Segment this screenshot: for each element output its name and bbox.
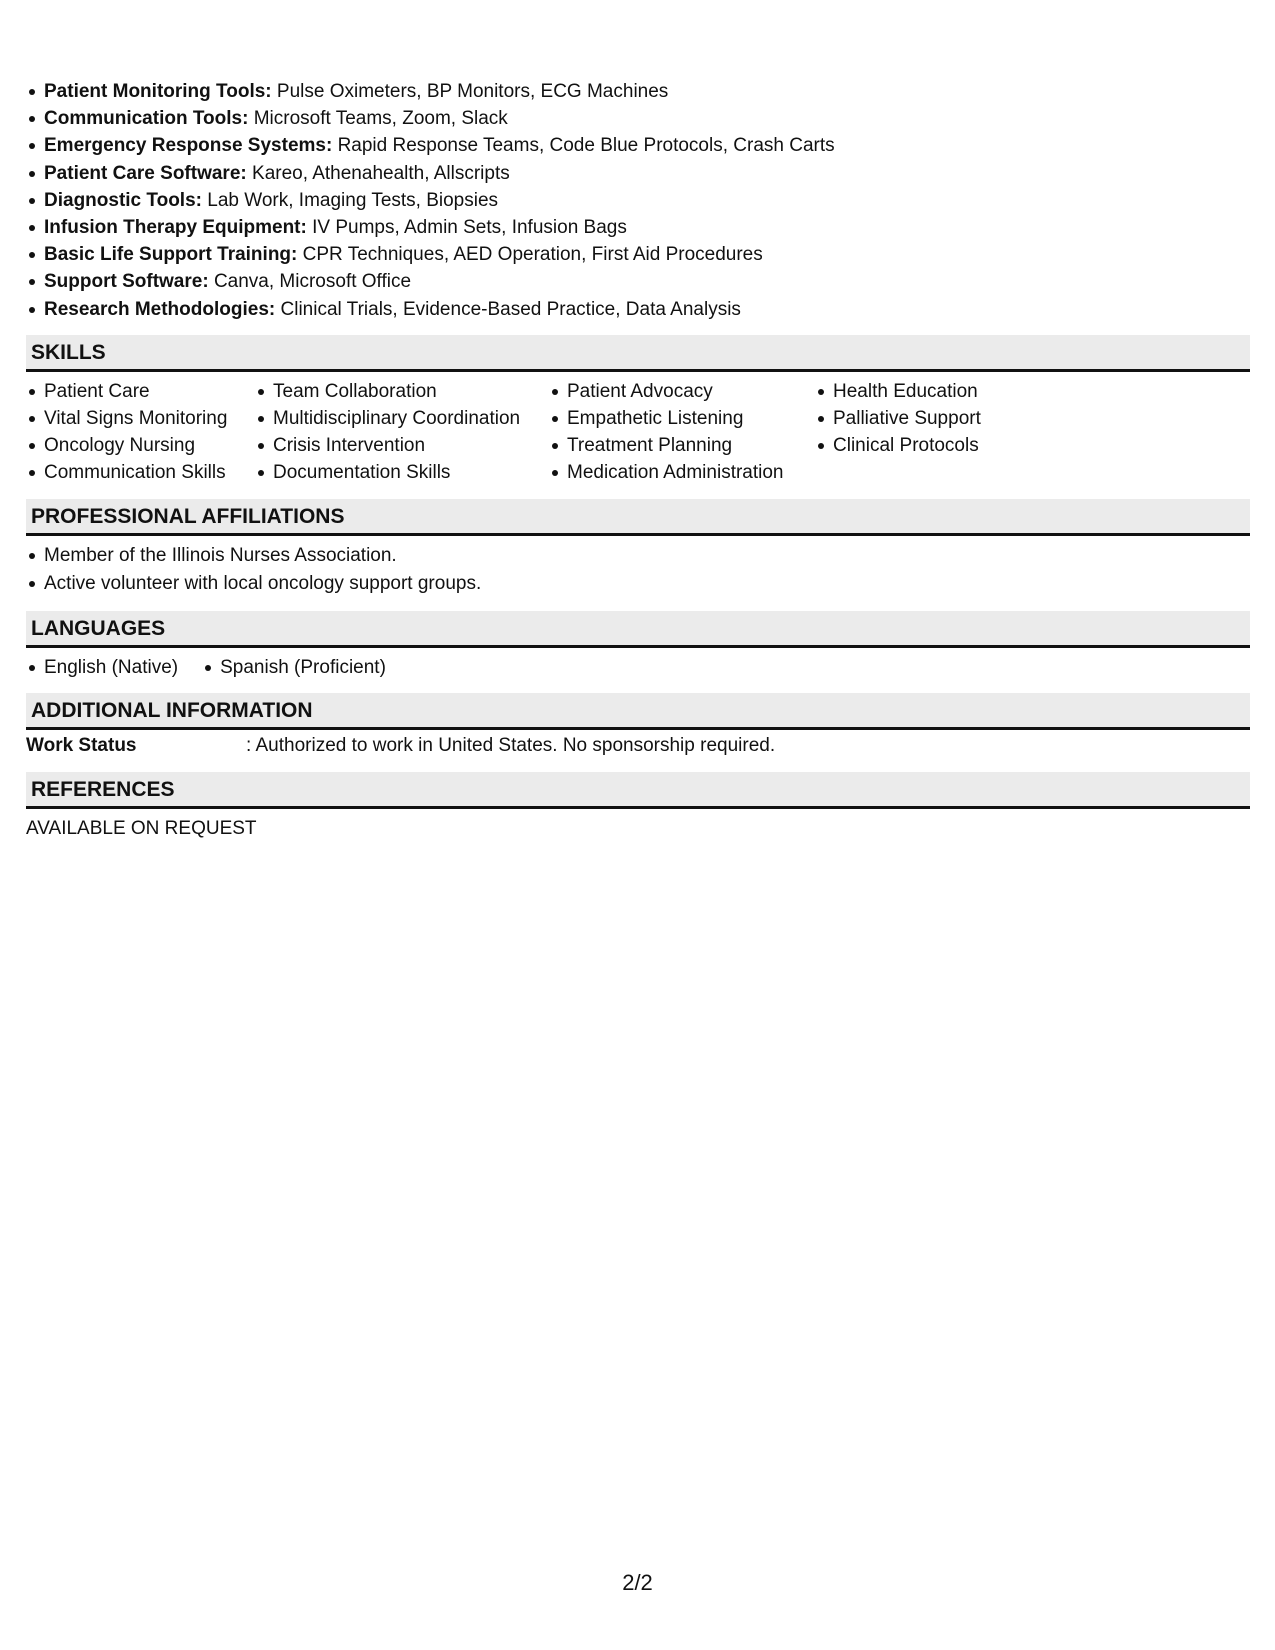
language-item: English (Native) — [26, 654, 178, 681]
work-status-value: : Authorized to work in United States. No sponsorship required. — [246, 734, 776, 756]
tool-category-label: Basic Life Support Training: — [44, 244, 298, 266]
references-heading: REFERENCES — [26, 772, 1250, 809]
skill-item: Health Education — [815, 378, 1075, 405]
skills-column — [255, 378, 549, 487]
affiliations-list — [26, 542, 1250, 599]
work-status-row — [26, 730, 1250, 760]
skill-item: Team Collaboration — [255, 378, 549, 405]
skill-item: Patient Care — [26, 378, 255, 405]
tool-category-label: Support Software: — [44, 271, 209, 293]
skill-item: Vital Signs Monitoring — [26, 405, 255, 432]
skills-column — [815, 378, 1075, 487]
affiliation-item: Active volunteer with local oncology support groups. — [26, 570, 1250, 599]
additional-info-heading: ADDITIONAL INFORMATION — [26, 693, 1250, 730]
skills-heading: SKILLS — [26, 335, 1250, 372]
skills-columns — [26, 372, 1250, 487]
page-number: 2/2 — [622, 1570, 653, 1595]
tool-category-value: Clinical Trials, Evidence-Based Practice, Data Analysis — [280, 298, 741, 320]
tool-category-value: Lab Work, Imaging Tests, Biopsies — [207, 189, 499, 211]
tool-item — [26, 268, 1250, 295]
tool-category-label: Emergency Response Systems: — [44, 135, 333, 157]
tool-item — [26, 187, 1250, 214]
skill-item: Palliative Support — [815, 405, 1075, 432]
resume-page — [26, 78, 1250, 841]
tool-category-value: CPR Techniques, AED Operation, First Aid Procedures — [302, 244, 763, 266]
tool-category-value: Canva, Microsoft Office — [213, 271, 412, 293]
tool-category-value: Pulse Oximeters, BP Monitors, ECG Machines — [276, 81, 669, 102]
tool-category-label: Research Methodologies: — [44, 298, 276, 320]
tool-item — [26, 241, 1250, 268]
skill-item: Documentation Skills — [255, 459, 549, 486]
skills-column — [549, 378, 815, 487]
tool-item — [26, 132, 1250, 159]
affiliations-heading: PROFESSIONAL AFFILIATIONS — [26, 499, 1250, 536]
tool-item — [26, 214, 1250, 241]
tool-category-value: Microsoft Teams, Zoom, Slack — [253, 108, 508, 130]
tools-list — [26, 78, 1250, 323]
language-item: Spanish (Proficient) — [202, 654, 386, 681]
tool-item — [26, 296, 1250, 323]
tool-item — [26, 160, 1250, 187]
tool-category-label: Communication Tools: — [44, 108, 249, 130]
tool-item — [26, 105, 1250, 132]
tool-category-value: IV Pumps, Admin Sets, Infusion Bags — [312, 217, 627, 239]
tool-category-label: Diagnostic Tools: — [44, 189, 202, 211]
skills-column — [26, 378, 255, 487]
skill-item: Multidisciplinary Coordination — [255, 405, 549, 432]
skill-item: Medication Administration — [549, 459, 815, 486]
skill-item: Oncology Nursing — [26, 432, 255, 459]
skill-item: Crisis Intervention — [255, 432, 549, 459]
languages-list — [26, 654, 1250, 681]
skill-item: Communication Skills — [26, 459, 255, 486]
skill-item: Clinical Protocols — [815, 432, 1075, 459]
languages-heading: LANGUAGES — [26, 611, 1250, 648]
tool-category-label: Patient Care Software: — [44, 162, 247, 184]
skill-item: Treatment Planning — [549, 432, 815, 459]
skill-item: Patient Advocacy — [549, 378, 815, 405]
tool-category-label: Infusion Therapy Equipment: — [44, 217, 307, 239]
tool-item — [26, 78, 1250, 105]
references-text: AVAILABLE ON REQUEST — [26, 817, 257, 839]
skill-item: Empathetic Listening — [549, 405, 815, 432]
work-status-label: Work Status — [26, 734, 137, 756]
tool-category-label: Patient Monitoring Tools: — [44, 81, 272, 102]
affiliation-item: Member of the Illinois Nurses Association. — [26, 542, 1250, 571]
tool-category-value: Rapid Response Teams, Code Blue Protocols, Crash Carts — [337, 135, 835, 157]
tool-category-value: Kareo, Athenahealth, Allscripts — [252, 162, 510, 184]
